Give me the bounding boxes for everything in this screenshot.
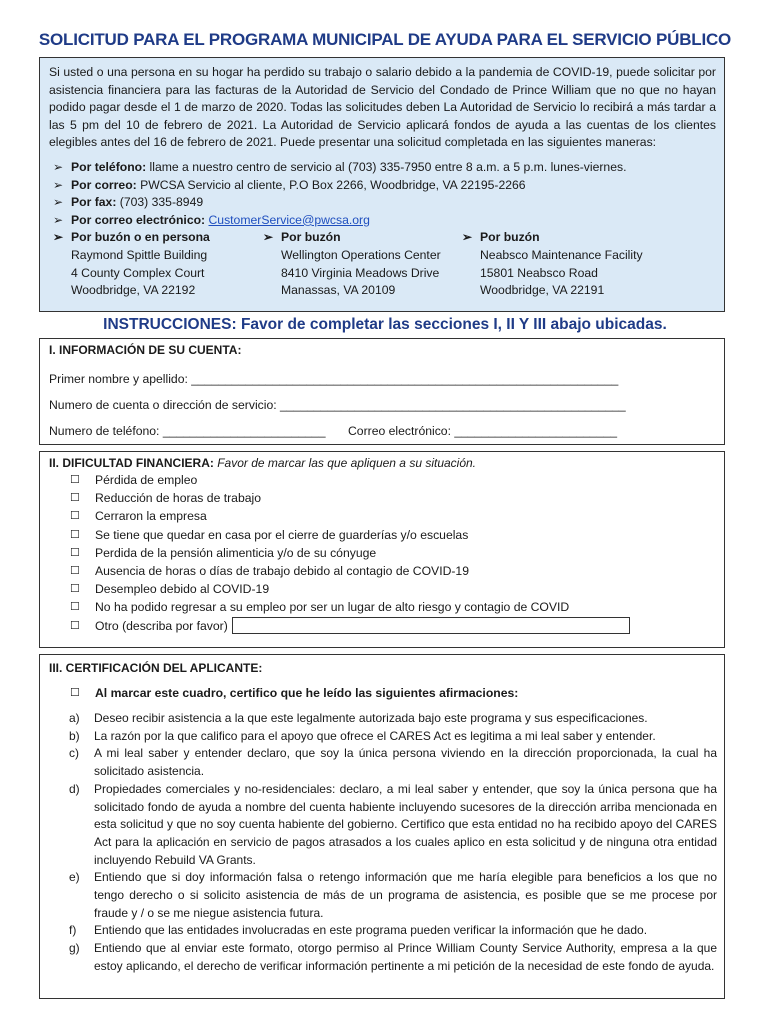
method-mail: ➢ Por correo: PWCSA Servicio al cliente, P.O Box 2266, Woodbridge, VA 22195-2266 [49,177,716,195]
section-certification [39,654,725,999]
method-fax: ➢ Por fax: (703) 335-8949 [49,194,716,212]
hardship-options [40,471,724,635]
checkbox-icon[interactable]: ☐ [70,528,80,541]
certification-item: g) Entiendo que al enviar este formato, otorgo permiso al Prince William County Service Authority, empresa a la que estoy aplicando, el derecho de verificar información pertinente a mi petición de la necesidad de este fondo de ayuda. [69,941,717,973]
section-heading: II. DIFICULTAD FINANCIERA: Favor de marcar las que apliquen a su situación. [49,456,477,470]
certification-item: a) Deseo recibir asistencia a la que este legalmente autorizada bajo este programa y sus especificaciones. [69,711,648,725]
arrow-bullet-icon: ➢ [462,230,473,245]
intro-text: Si usted o una persona en su hogar ha perdido su trabajo o salario debido a la pandemia de COVID-19, puede solicitar por asistencia financiera para las facturas de la Autoridad de Servicio del Condado de Prince William que no que no hayan podido pagar desde el 1 de marzo de 2020. Todas las solicitudes deben La Autoridad de Servicio lo recibirá a más tardar a las 5 pm del 10 de febrero de 2021. La Autoridad de Servicio aplicará fondos de ayuda a las cuentas de los clientes elegibles antes del 16 de febrero de 2021. Puede presentar una solicitud completada en las siguientes maneras: [49,65,716,150]
hardship-option[interactable]: ☐ Cerraron la empresa [40,507,724,525]
email-field[interactable]: Correo electrónico: ________________________ [348,424,618,438]
hardship-option[interactable]: ☐ Se tiene que quedar en casa por el cierre de guarderías y/o escuelas [40,526,724,544]
checkbox-icon[interactable]: ☐ [70,601,80,614]
hardship-option[interactable]: ☐ Desempleo debido al COVID-19 [40,580,724,598]
checkbox-icon[interactable]: ☐ [70,474,80,486]
checkbox-icon[interactable]: ☐ [70,510,80,523]
submission-methods [49,159,716,229]
email-link[interactable]: CustomerService@pwcsa.org [208,212,370,227]
method-phone: ➢ Por teléfono: llame a nuestro centro de servicio al (703) 335-7950 entre 8 a.m. a 5 p.m. lunes-viernes. [49,159,716,177]
certification-item: e) Entiendo que si doy información falsa o retengo información que me haría elegible para beneficios a los que no tengo derecho o si solicito asistencia de más de un programa de asistencia, es posible que se me procese por fraude y / o se me niegue asistencia futura. [69,870,717,920]
certification-item: c) A mi leal saber y entender declaro, que soy la única persona viviendo en la dirección proporcionada, la cual ha solicitado asistencia. [69,746,717,779]
dropoff-locations [49,229,716,299]
checkbox-icon[interactable]: ☐ [70,619,80,632]
section-financial-hardship [39,451,725,648]
certification-item: d) Propiedades comerciales y no-residenciales: declaro, a mi leal saber y entender, que soy la única persona que ha solicitado fondo de ayuda a nombre del cuenta habiente incluyendo sucesores de la dirección arriba mencionada en esta solicitud y que no soy cuenta habiente del gobierno. Certifico que esta entidad no ha recibido apoyo del CARES Act para la aplicación en servicio de pagos atrasados a los cuales aplico en esta solicitud y de ninguna otra entidad incluyendo Rebuild VA Grants. [69,781,717,867]
certify-checkbox-row[interactable]: ☐ Al marcar este cuadro, certifico que he leído las siguientes afirmaciones: [70,686,519,700]
phone-field[interactable]: Numero de teléfono: ________________________ [49,424,326,438]
certification-item: f) Entiendo que las entidades involucradas en este programa pueden verificar la información que he dado. [69,923,648,938]
account-field[interactable]: Numero de cuenta o dirección de servicio: ___________________________________________________ [49,398,626,412]
dropoff-location: ➢ Por buzón Wellington Operations Center 8410 Virginia Meadows Drive Manassas, VA 20109 [263,230,441,298]
certification-statements [40,710,724,976]
checkbox-icon[interactable]: ☐ [70,687,80,699]
name-field[interactable]: Primer nombre y apellido: _______________________________________________________________ [49,372,619,386]
arrow-bullet-icon: ➢ [53,195,64,210]
checkbox-icon[interactable]: ☐ [70,583,80,596]
checkbox-icon[interactable]: ☐ [70,492,80,505]
arrow-bullet-icon: ➢ [53,177,64,192]
checkbox-icon[interactable]: ☐ [70,565,80,578]
dropoff-location: ➢ Por buzón o en persona Raymond Spittle Building 4 County Complex Court Woodbridge, VA 22192 [53,230,210,298]
certification-item: b) La razón por la que califico para el apoyo que ofrece el CARES Act es legitima a mi leal saber y entender. [69,728,656,743]
hardship-option[interactable]: ☐ No ha podido regresar a su empleo por ser un lugar de alto riesgo y contagio de COVID [40,598,724,616]
checkbox-icon[interactable]: ☐ [70,546,80,559]
arrow-bullet-icon: ➢ [53,212,64,227]
intro-box [39,57,725,312]
hardship-option[interactable]: ☐ Reducción de horas de trabajo [40,489,724,507]
instructions-heading: INSTRUCCIONES: Favor de completar las secciones I, II Y III abajo ubicadas. [103,316,667,333]
hardship-option-other[interactable]: ☐ Otro (describa por favor) [40,617,724,635]
dropoff-location: ➢ Por buzón Neabsco Maintenance Facility 15801 Neabsco Road Woodbridge, VA 22191 [462,230,643,298]
arrow-bullet-icon: ➢ [53,159,64,174]
hardship-option[interactable]: ☐ Ausencia de horas o días de trabajo debido al contagio de COVID-19 [40,562,724,580]
method-email: ➢ Por correo electrónico: CustomerService@pwcsa.org [49,212,716,230]
section-heading: III. CERTIFICACIÓN DEL APLICANTE: [49,661,263,675]
hardship-option[interactable]: ☐ Pérdida de empleo [40,471,724,489]
section-account-info [39,338,725,445]
arrow-bullet-icon: ➢ [263,230,274,245]
page-title: SOLICITUD PARA EL PROGRAMA MUNICIPAL DE AYUDA PARA EL SERVICIO PÚBLICO [38,30,732,49]
section-heading: I. INFORMACIÓN DE SU CUENTA: [49,343,242,357]
other-description-input[interactable] [232,617,630,634]
hardship-option[interactable]: ☐ Perdida de la pensión alimenticia y/o de su cónyuge [40,544,724,562]
arrow-bullet-icon: ➢ [53,230,64,245]
